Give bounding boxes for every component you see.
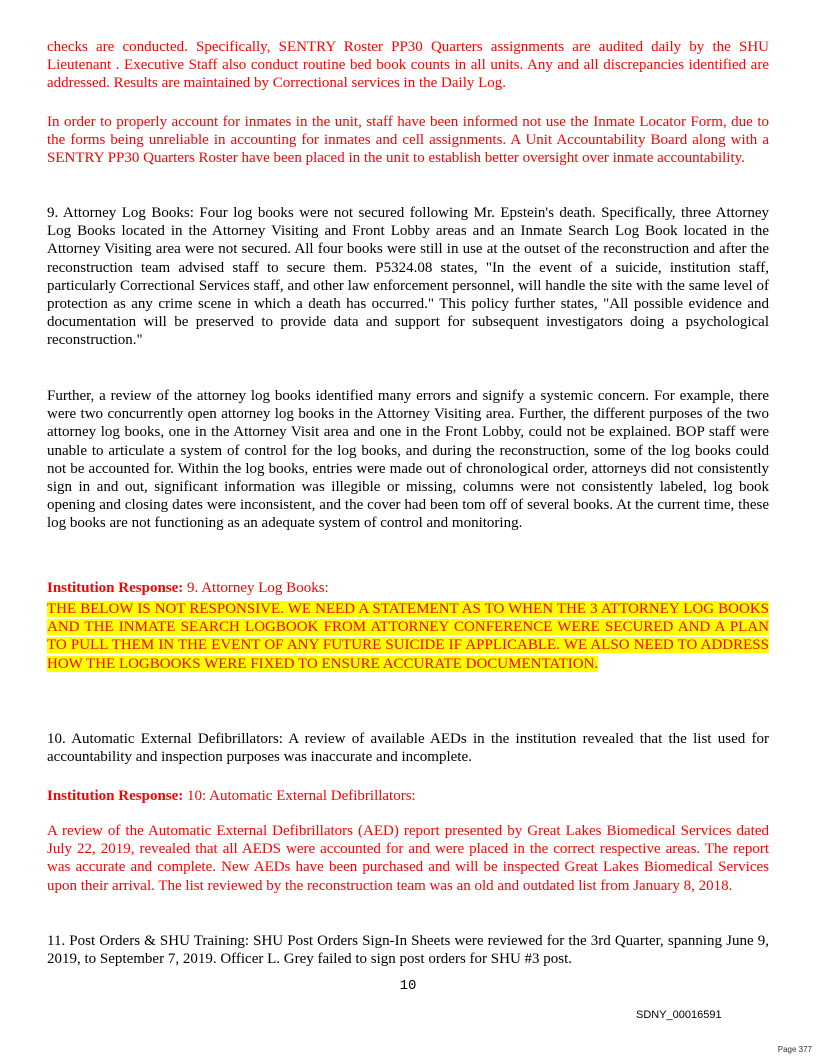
page-number: 10 (399, 978, 417, 994)
item-9-attorney-log-books: 9. Attorney Log Books: Four log books were not secured following Mr. Epstein's death. Specifically, three Attorney Log Books located in the Attorney Visiting and Front Lobby areas and an Inmate Search Log Book located in the Attorney Visiting area were not secured. All four books were still in use at the outset of the reconstruction and after the reconstruction team advised staff to secure them. P5324.08 states, "In the event of a suicide, institution staff, particularly Correctional Services staff, and other law enforcement personnel, will handle the site with the same level of protection as any crime scene in which a death has occurred." This policy further states, "All possible evidence and documentation will be preserved to provide data and support for subsequent investigators doing a psychological reconstruction." (47, 205, 769, 349)
paragraph-checks: checks are conducted. Specifically, SENTRY Roster PP30 Quarters assignments are audited daily by the SHU Lieutenant . Executive Staff also conduct routine bed book counts in all units. Any and all discrepancies identified are addressed. Results are maintained by Correctional services in the Daily Log. (47, 39, 769, 92)
item-10-defibrillators: 10. Automatic External Defibrillators: A review of available AEDs in the institution revealed that the list used for accountability and inspection purposes was inaccurate and incomplete. (47, 731, 769, 766)
response-9-title: 9. Attorney Log Books: (183, 580, 329, 596)
paragraph-unit-accountability: In order to properly account for inmates in the unit, staff have been informed not use the Inmate Locator Form, due to the forms being unreliable in accounting for inmates and cell assignments. A Unit Accountability Board along with a SENTRY PP30 Quarters Roster have been placed in the unit to establish better oversight over inmate accountability. (47, 114, 769, 167)
institution-response-9-heading (47, 579, 769, 597)
response-label: Institution Response: (47, 580, 184, 596)
institution-response-10-heading (47, 787, 769, 805)
response-10-body: A review of the Automatic External Defibrillators (AED) report presented by Great Lakes Biomedical Services dated July 22, 2019, revealed that all AEDS were accounted for and were placed in the correct respective areas. The report was accurate and complete. New AEDs have been purchased and will be inspected Great Lakes Biomedical Services upon their arrival. The list reviewed by the reconstruction team was an old and outdated list from January 8, 2018. (47, 823, 769, 894)
page-label: Page 377 (777, 1045, 812, 1054)
item-9-further-review: Further, a review of the attorney log books identified many errors and signify a systemic concern. For example, there were two concurrently open attorney log books in the Attorney Visiting area. Further, the different purposes of the two attorney log books, one in the Attorney Visit area and one in the Front Lobby, could not be explained. BOP staff were unable to articulate a system of control for the log books, and during the reconstruction, some of the log books could not be accounted for. Within the log books, entries were made out of chronological order, attorneys did not consistently sign in and out, significant information was illegible or missing, columns were not consistently labeled, log book opening and closing dates were inconsistent, and the cover had been tom off of several books. At the current time, these log books are not functioning as an adequate system of control and monitoring. (47, 388, 769, 532)
bates-number: SDNY_00016591 (636, 1009, 722, 1021)
item-11-post-orders: 11. Post Orders & SHU Training: SHU Post Orders Sign-In Sheets were reviewed for the 3rd Quarter, spanning June 9, 2019, to September 7, 2019. Officer L. Grey failed to sign post orders for SHU #3 post. (47, 933, 769, 968)
response-label: Institution Response: (47, 788, 184, 804)
highlighted-note: THE BELOW IS NOT RESPONSIVE. WE NEED A STATEMENT AS TO WHEN THE 3 ATTORNEY LOG BOOKS AND THE INMATE SEARCH LOGBOOK FROM ATTORNEY CONFERENCE WERE SECURED AND A PLAN TO PULL THEM IN THE EVENT OF ANY FUTURE SUICIDE IF APPLICABLE. WE ALSO NEED TO ADDRESS HOW THE LOGBOOKS WERE FIXED TO ENSURE ACCURATE DOCUMENTATION. (47, 601, 769, 672)
response-9-reviewer-note (47, 600, 769, 673)
response-10-title: 10: Automatic External Defibrillators: (183, 788, 416, 804)
